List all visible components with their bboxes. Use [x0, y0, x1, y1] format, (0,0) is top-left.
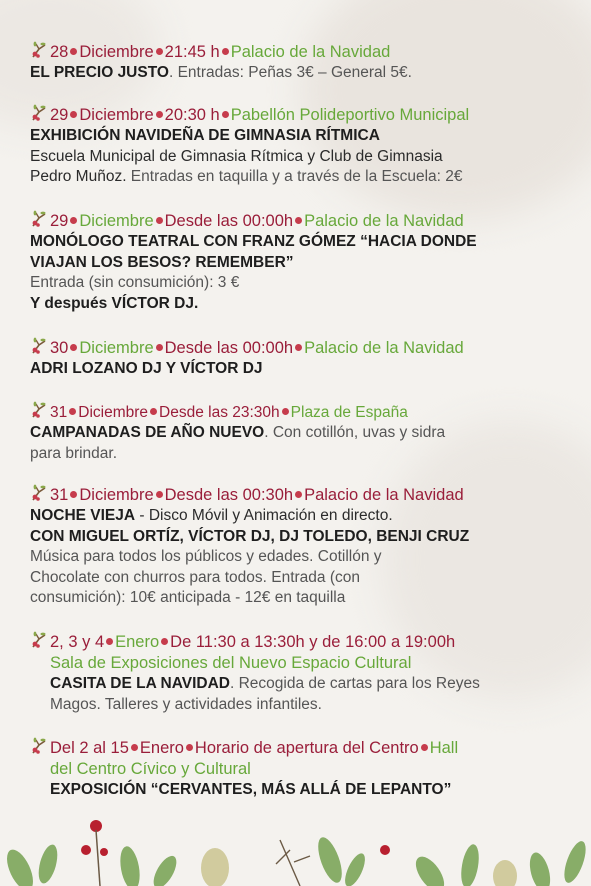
event-item	[30, 631, 558, 715]
separator-dot	[69, 408, 76, 415]
event-item	[30, 337, 558, 380]
separator-dot	[222, 111, 229, 118]
event-date: 30	[50, 339, 69, 357]
event-time: 20:30 h	[164, 106, 220, 124]
event-venue: del Centro Cívico y Cultural	[50, 760, 251, 778]
separator-dot	[70, 48, 77, 55]
event-date: Del 2 al 15	[50, 739, 129, 757]
event-month: Diciembre	[79, 43, 154, 61]
separator-dot	[161, 638, 168, 645]
event-title: VIAJAN LOS BESOS? REMEMBER”	[30, 253, 294, 271]
event-date: 2, 3 y 4	[50, 633, 105, 651]
separator-dot	[156, 48, 163, 55]
event-time: Desde las 00:30h	[164, 486, 294, 504]
event-month: Diciembre	[78, 404, 149, 421]
event-venue: Pabellón Polideportivo Municipal	[230, 106, 470, 124]
event-details: Magos. Talleres y actividades infantiles.	[50, 695, 322, 713]
event-time: Horario de apertura del Centro	[194, 739, 419, 757]
event-item	[30, 401, 558, 464]
event-title: CASITA DE LA NAVIDAD	[50, 675, 230, 692]
separator-dot	[106, 638, 113, 645]
event-details: . Con cotillón, uvas y sidra	[264, 424, 446, 441]
christmas-foliage-decoration	[0, 790, 591, 886]
event-title: EL PRECIO JUSTO	[30, 64, 169, 81]
event-title: CAMPANADAS DE AÑO NUEVO	[30, 424, 265, 441]
separator-dot	[131, 744, 138, 751]
event-month: Diciembre	[79, 486, 154, 504]
event-details: Pedro Muñoz.	[30, 168, 127, 185]
event-title: CON MIGUEL ORTÍZ, VÍCTOR DJ, DJ TOLEDO, BENJI CRUZ	[30, 527, 470, 545]
separator-dot	[295, 491, 302, 498]
event-item	[30, 41, 558, 84]
event-date: 31	[50, 486, 69, 504]
event-details: Entradas en taquilla y a través de la Escuela: 2€	[126, 168, 463, 185]
event-item	[30, 104, 558, 188]
mistletoe-sprig-icon	[30, 631, 48, 649]
separator-dot	[156, 344, 163, 351]
event-details: Entrada (sin consumición): 3 €	[30, 274, 240, 291]
event-details: consumición): 10€ anticipada - 12€ en taquilla	[30, 589, 346, 606]
mistletoe-sprig-icon	[30, 337, 48, 355]
event-date: 28	[50, 43, 69, 61]
event-details: Música para todos los públicos y edades. Cotillón y	[30, 548, 382, 565]
mistletoe-sprig-icon	[30, 104, 48, 122]
event-time: De 11:30 a 13:30h y de 16:00 a 19:00h	[170, 633, 456, 651]
event-venue: Palacio de la Navidad	[230, 43, 391, 61]
event-item	[30, 484, 558, 609]
event-details: - Disco Móvil y Animación en directo.	[135, 507, 393, 524]
event-title: NOCHE VIEJA	[30, 507, 136, 524]
event-date: 31	[50, 404, 68, 421]
separator-dot	[421, 744, 428, 751]
mistletoe-sprig-icon	[30, 737, 48, 755]
event-venue: Sala de Exposiciones del Nuevo Espacio Cultural	[50, 654, 412, 672]
mistletoe-sprig-icon	[30, 41, 48, 59]
event-title: ADRI LOZANO DJ Y VÍCTOR DJ	[30, 360, 263, 377]
separator-dot	[186, 744, 193, 751]
separator-dot	[222, 48, 229, 55]
separator-dot	[295, 344, 302, 351]
separator-dot	[156, 217, 163, 224]
separator-dot	[282, 408, 289, 415]
event-time: 21:45 h	[164, 43, 220, 61]
event-title: EXHIBICIÓN NAVIDEÑA DE GIMNASIA RÍTMICA	[30, 127, 380, 144]
event-month: Diciembre	[79, 106, 154, 124]
mistletoe-sprig-icon	[30, 401, 48, 419]
separator-dot	[70, 344, 77, 351]
event-venue: Palacio de la Navidad	[304, 212, 464, 230]
event-venue: Hall	[429, 739, 459, 757]
event-venue: Plaza de España	[290, 404, 408, 421]
separator-dot	[295, 217, 302, 224]
event-details: para brindar.	[30, 444, 118, 462]
event-venue: Palacio de la Navidad	[304, 486, 464, 504]
event-details: Y después VÍCTOR DJ.	[30, 294, 199, 312]
event-item	[30, 210, 558, 314]
event-time: Desde las 23:30h	[159, 404, 280, 421]
event-title: EXPOSICIÓN “CERVANTES, MÁS ALLÁ DE LEPANTO”	[50, 781, 452, 798]
event-details: Escuela Municipal de Gimnasia Rítmica y Club de Gimnasia	[30, 147, 443, 165]
event-month: Diciembre	[79, 212, 154, 230]
event-month: Enero	[139, 739, 184, 757]
event-date: 29	[50, 212, 69, 230]
event-date: 29	[50, 106, 69, 124]
event-time: Desde las 00:00h	[164, 212, 294, 230]
mistletoe-sprig-icon	[30, 210, 48, 228]
separator-dot	[70, 217, 77, 224]
event-details: Chocolate con churros para todos. Entrada (con	[30, 568, 360, 586]
event-month: Enero	[115, 633, 160, 651]
separator-dot	[156, 111, 163, 118]
event-month: Diciembre	[79, 339, 154, 357]
event-time: Desde las 00:00h	[164, 339, 294, 357]
event-details: . Entradas: Peñas 3€ – General 5€.	[168, 64, 412, 81]
event-title: MONÓLOGO TEATRAL CON FRANZ GÓMEZ “HACIA DONDE	[30, 233, 477, 250]
separator-dot	[156, 491, 163, 498]
separator-dot	[150, 408, 157, 415]
separator-dot	[70, 491, 77, 498]
separator-dot	[70, 111, 77, 118]
mistletoe-sprig-icon	[30, 484, 48, 502]
event-details: . Recogida de cartas para los Reyes	[229, 675, 480, 692]
event-venue: Palacio de la Navidad	[304, 339, 464, 357]
